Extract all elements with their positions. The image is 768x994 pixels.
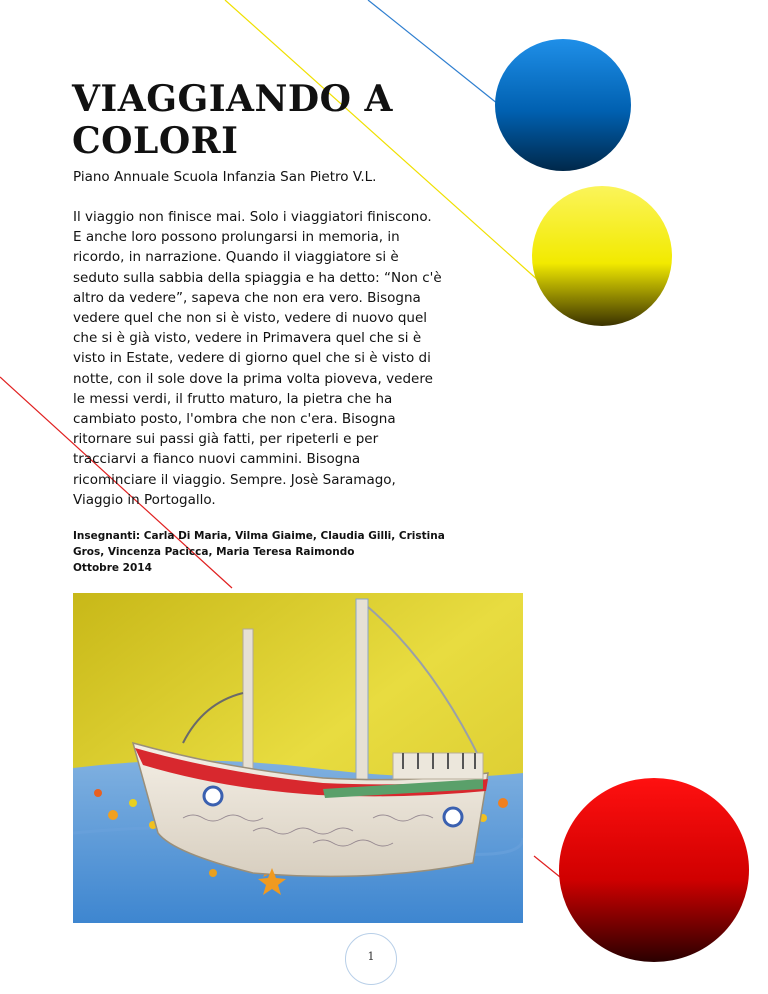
page-number: 1 (367, 950, 375, 963)
boat-porthole (204, 787, 222, 805)
boat-mast-right (356, 599, 368, 789)
blue-circle (495, 39, 631, 171)
teachers-line-1: Insegnanti: Carla Di Maria, Vilma Giaime, Claudia Gilli, Cristina (73, 530, 445, 542)
quote-line: le messi verdi, il frutto maturo, la pietra che ha (73, 390, 393, 407)
quote-line: visto in Estate, vedere di giorno quel che si è visto di (73, 350, 431, 367)
quote-line: Viaggio in Portogallo. (73, 491, 216, 508)
title-line-1: VIAGGIANDO A (72, 78, 393, 120)
quote-line: seduto sulla sabbia della spiaggia e ha detto: “Non c'è (73, 269, 442, 286)
quote-line: E anche loro possono prolungarsi in memoria, in (73, 229, 400, 246)
teachers-block (73, 528, 473, 576)
quote-line: ricominciare il viaggio. Sempre. Josè Saramago, (73, 471, 396, 488)
quote-line: ritornare sui passi già fatti, per ripeterli e per (73, 431, 379, 448)
boat-cabin (393, 753, 483, 779)
quote-line: Il viaggio non finisce mai. Solo i viaggiatori finiscono. (73, 209, 432, 225)
title-line-2: COLORI (72, 120, 239, 162)
quote-line: altro da vedere”, sapeva che non era vero. Bisogna (73, 289, 421, 306)
quote-line: ricordo, in narrazione. Quando il viaggiatore si è (73, 249, 399, 266)
quote-line: che si è già visto, vedere in Primavera quel che si è (73, 330, 422, 347)
page-subtitle: Piano Annuale Scuola Infanzia San Pietro V.L. (73, 169, 377, 185)
quote-line: cambiato posto, l'ombra che non c'era. Bisogna (73, 411, 396, 428)
yellow-circle (532, 186, 672, 326)
quote-line: tracciarvi a fianco nuovi cammini. Bisogna (73, 451, 361, 468)
quote-line: vedere quel che non si è visto, vedere di nuovo quel (73, 310, 428, 327)
quote-paragraph (73, 207, 493, 510)
red-circle (559, 778, 749, 962)
boat-porthole-2 (444, 808, 462, 826)
quote-line: notte, con il sole dove la prima volta pioveva, vedere (73, 370, 433, 387)
document-date: Ottobre 2014 (73, 562, 152, 574)
teachers-line-2: Gros, Vincenza Pacicca, Maria Teresa Raimondo (73, 546, 355, 558)
page-title (72, 78, 432, 162)
boat-craft-photo (73, 593, 523, 923)
